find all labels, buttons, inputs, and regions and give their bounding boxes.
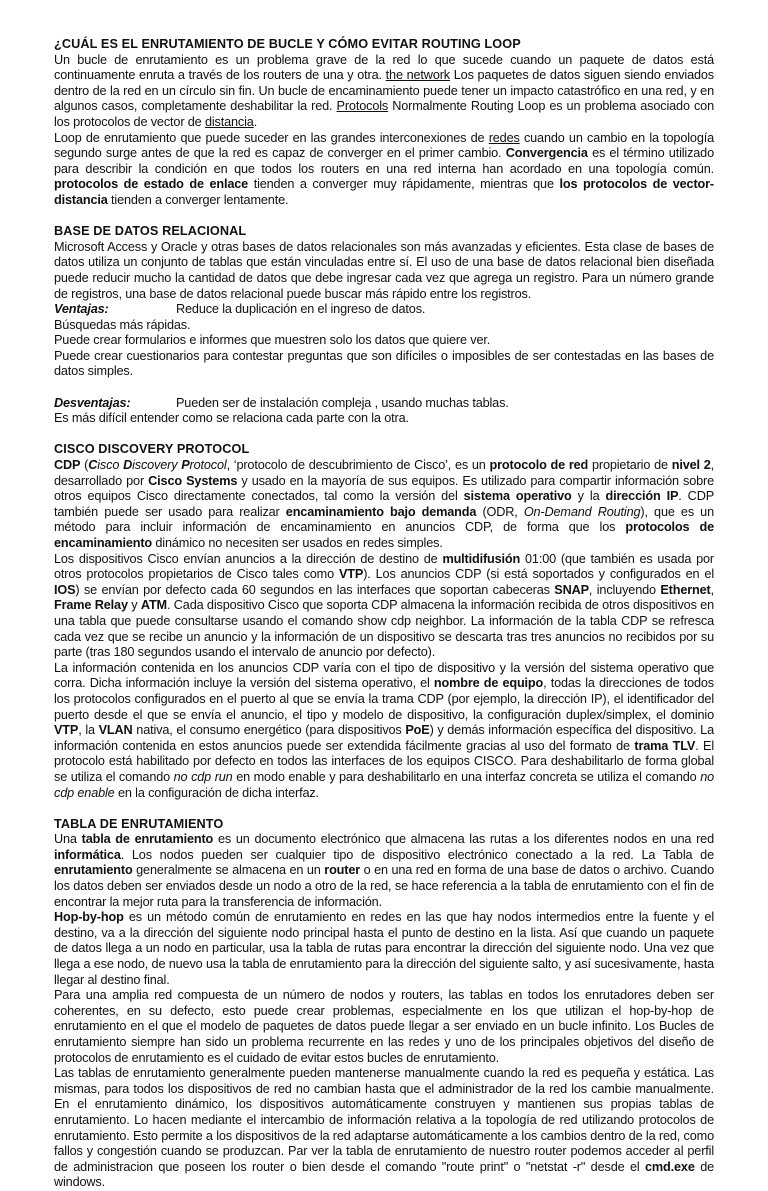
heading-routing-loop: ¿CUÁL ES EL ENRUTAMIENTO DE BUCLE Y CÓMO EVITAR ROUTING LOOP	[54, 37, 521, 51]
paragraph-cdp-2: Los dispositivos Cisco envían anuncios a la dirección de destino de multidifusión 01:00 (que también es usada por otros protocolos propietarios de Cisco tales como VTP). Los anuncios CDP (si está soportados y configurados en el IOS) se envían por defecto cada 60 segundos en las interfaces que soportan cabeceras SNAP, incluyendo Ethernet, Frame Relay y ATM. Cada dispositivo Cisco que soporta CDP almacena la información recibida de otros dispositivos en una tabla que puede consultarse usando el comando show cdp neighbor. La información de la tabla CDP se refresca cada vez que se recibe un anuncio y la información de un dispositivo se descarta tras tres anuncios no recibidos por su parte (tras 180 segundos usando el intervalo de anuncio por defecto).	[54, 551, 715, 660]
paragraph-routing-loop-1: Un bucle de enrutamiento es un problema grave de la red lo que sucede cuando un paquete de datos está continuamente enruta a través de los routers de una y otra. the network Los paquetes de datos siguen siendo enviados dentro de la red en un círculo sin fin. Un bucle de encaminamiento puede tener un impacto catastrófico en una red, y en algunos casos, completamente deshabilitar la red. Protocols Normalmente Routing Loop es un problema asociado con los protocolos de vector de distancia.	[54, 52, 714, 129]
ventajas-item: Puede crear cuestionarios para contestar preguntas que son difíciles o imposibles de ser contestadas en las bases de datos simples.	[54, 348, 714, 379]
desventajas-row	[54, 396, 714, 412]
ventajas-row	[54, 302, 714, 318]
desventajas-text: Pueden ser de instalación compleja , usando muchas tablas.	[176, 395, 509, 410]
heading-cdp: CISCO DISCOVERY PROTOCOL	[54, 442, 250, 457]
link-distancia[interactable]: distancia	[204, 114, 254, 129]
link-protocols[interactable]: Protocols	[336, 99, 389, 114]
paragraph-tabla-2: Hop-by-hop es un método común de enrutamiento en redes en las que hay nodos intermedios entre la fuente y el destino, va a la dirección del siguiente nodo principal hasta el punto de destino en la lista. Así que cuando un paquete de datos llega a un nodo en particular, usa la tabla de rutas para encontrar la dirección del siguiente nodo. Una vez que llega a ese nodo, de nuevo usa la tabla de enrutamiento para la dirección del siguiente salto, y así sucesivamente, hasta llegar al destino final.	[54, 910, 714, 987]
paragraph-tabla-1: Una tabla de enrutamiento es un documento electrónico que almacena las rutas a los diferentes nodos en una red informática. Los nodos pueden ser cualquier tipo de dispositivo electrónico conectado a la red. La Tabla de enrutamiento generalmente se almacena en un router o en una red en forma de una base de datos o archivo. Cuando los datos deben ser enviados desde un nodo a otro de la red, se hace referencia a la tabla de enrutamiento con el fin de encontrar la mejor ruta para la transferencia de información.	[54, 832, 714, 909]
desventajas-label: Desventajas:	[54, 395, 131, 410]
link-redes[interactable]: redes	[488, 130, 520, 145]
paragraph-base-datos: Microsoft Access y Oracle y otras bases de datos relacionales son más avanzadas y eficientes. Esta clase de bases de datos utiliza un conjunto de tablas que están vinculadas entre sí. El uso de una base de datos relacional bien diseñada puede reducir mucho la cantidad de datos que debe ingresar cada vez que agrega un registro. Para un número grande de registros, una base de datos relacional puede buscar más rápido entre los registros.	[54, 239, 714, 301]
paragraph-cdp-3: La información contenida en los anuncios CDP varía con el tipo de dispositivo y la versión del sistema operativo que corra. Dicha información incluye la versión del sistema operativo, el nombre de equipo, todas la direcciones de todos los protocolos configurados en el puerto al que se envía la trama CDP (por ejemplo, la dirección IP), el identificador del puerto desde el que se envía el anuncio, el tipo y modelo de dispositivo, la configuración duplex/simplex, el dominio VTP, la VLAN nativa, el consumo energético (para dispositivos PoE) y demás información específica del dispositivo. La información contenida en estos anuncios puede ser extendida fácilmente gracias al uso del formato de trama TLV. El protocolo está habilitado por defecto en todos las interfaces de los equipos CISCO. Para deshabilitarlo de forma global se utiliza el comando no cdp run en modo enable y para deshabilitarlo en una interfaz concreta se utiliza el comando no cdp enable en la configuración de dicha interfaz.	[54, 660, 714, 800]
paragraph-tabla-4: Las tablas de enrutamiento generalmente pueden mantenerse manualmente cuando la red es pequeña y estática. Las mismas, para todos los dispositivos de red no cambian hasta que el administrador de la red los cambie manualmente. En el enrutamiento dinámico, los dispositivos automáticamente construyen y mantienen sus propias tablas de enrutamiento. Lo hacen mediante el intercambio de información relativa a la topología de red utilizando protocolos de enrutamiento. Esto permite a los dispositivos de la red adaptarse automáticamente a los cambios dentro de la red, como fallos y congestión cuando se produzcan. Par ver la tabla de enrutamiento de nuestro router podemos acceder al perfil de administracion que poseen los router o bien desde el comando "route print" o "netstat -r" desde el cmd.exe de windows.	[54, 1066, 715, 1190]
heading-tabla-enrutamiento: TABLA DE ENRUTAMIENTO	[54, 816, 224, 831]
ventajas-text: Reduce la duplicación en el ingreso de datos.	[176, 302, 426, 317]
ventajas-label: Ventajas:	[54, 302, 109, 317]
ventajas-item: Puede crear formularios e informes que muestren solo los datos que quiere ver.	[54, 333, 491, 348]
desventajas-item: Es más difícil entender como se relaciona cada parte con la otra.	[54, 411, 409, 426]
paragraph-routing-loop-2: Loop de enrutamiento que puede suceder en las grandes interconexiones de redes cuando un cambio en la topología segundo surge antes de que la red es capaz de converger en el primer cambio. Convergencia es el término utilizado para describir la condición en que todos los routers en una red interna han acordado en una topología común. protocolos de estado de enlace tienden a converger muy rápidamente, mientras que los protocolos de vector-distancia tienden a converger lentamente.	[54, 130, 715, 207]
link-the-network[interactable]: the network	[385, 68, 450, 83]
heading-base-datos: BASE DE DATOS RELACIONAL	[54, 224, 247, 239]
paragraph-cdp-1: CDP (Cisco Discovery Protocol, ‘protocolo de descubrimiento de Cisco’, es un protocolo de red propietario de nivel 2, desarrollado por Cisco Systems y usado en la mayoría de sus equipos. Es utilizado para compartir información sobre otros equipos Cisco directamente conectados, tal como la versión del sistema operativo y la dirección IP. CDP también puede ser usado para realizar encaminamiento bajo demanda (ODR, On-Demand Routing), que es un método para incluir información de encaminamiento en anuncios CDP, de forma que los protocolos de encaminamiento dinámico no necesiten ser usados en redes simples.	[54, 458, 715, 550]
paragraph-tabla-3: Para una amplia red compuesta de un número de nodos y routers, las tablas en todos los enrutadores deben ser coherentes, en su defecto, esto puede crear problemas, especialmente en los que utilizan el hop-by-hop de enrutamiento en el que el modelo de paquetes de datos puede llegar a ser enviado en un bucle infinito. Los Bucles de enrutamiento siempre han sido un problema recurrente en las redes y uno de los principales objetivos del diseño de protocolos de enrutamiento es el cuidado de evitar estos bucles de enrutamiento.	[54, 988, 714, 1065]
ventajas-item: Búsquedas más rápidas.	[54, 317, 191, 332]
